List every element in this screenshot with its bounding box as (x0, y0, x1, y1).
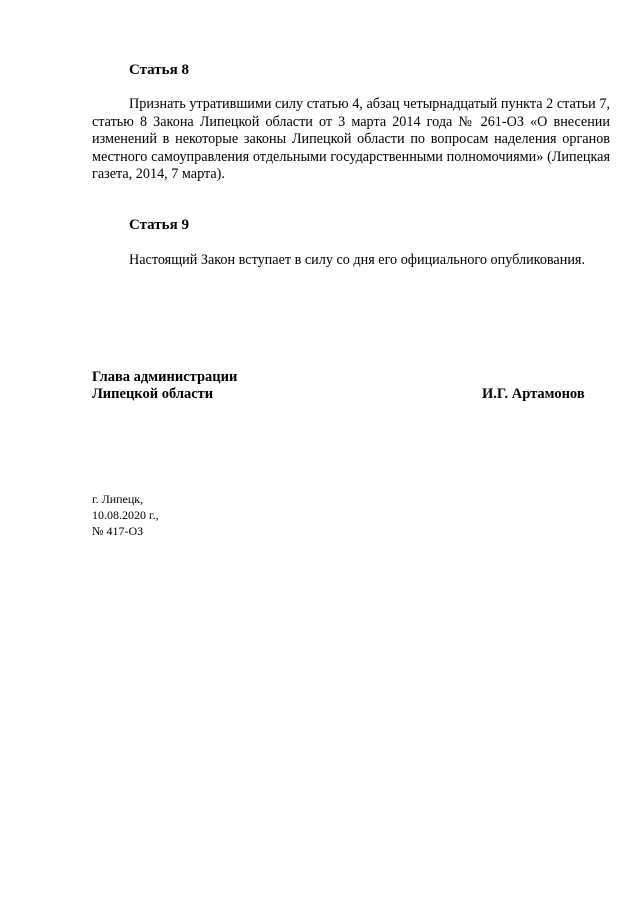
article-9-text: Настоящий Закон вступает в силу со дня его официального опубликования. (129, 252, 585, 268)
footer-city: г. Липецк, (92, 492, 144, 506)
footer-law-number: № 417-ОЗ (92, 524, 144, 538)
article-8-heading: Статья 8 (129, 62, 189, 78)
article-9-heading: Статья 9 (129, 217, 189, 233)
signature-title-line-1: Глава администрации (92, 369, 238, 385)
signature-title-line-2: Липецкой области (92, 386, 214, 402)
article-8-text: Признать утратившими силу статью 4, абзац четырнадцатый пункта 2 статьи 7, статью 8 Закона Липецкой области от 3 марта 2014 года № 261-ОЗ «О внесении изменений в некоторые законы Липецкой области по вопросам наделения органов местного самоуправления отдельными государственными полномочиями» (Липецкая газета, 2014, 7 марта). (92, 96, 610, 182)
signatory-name: И.Г. Артамонов (482, 386, 585, 402)
footer-date: 10.08.2020 г., (92, 508, 159, 522)
